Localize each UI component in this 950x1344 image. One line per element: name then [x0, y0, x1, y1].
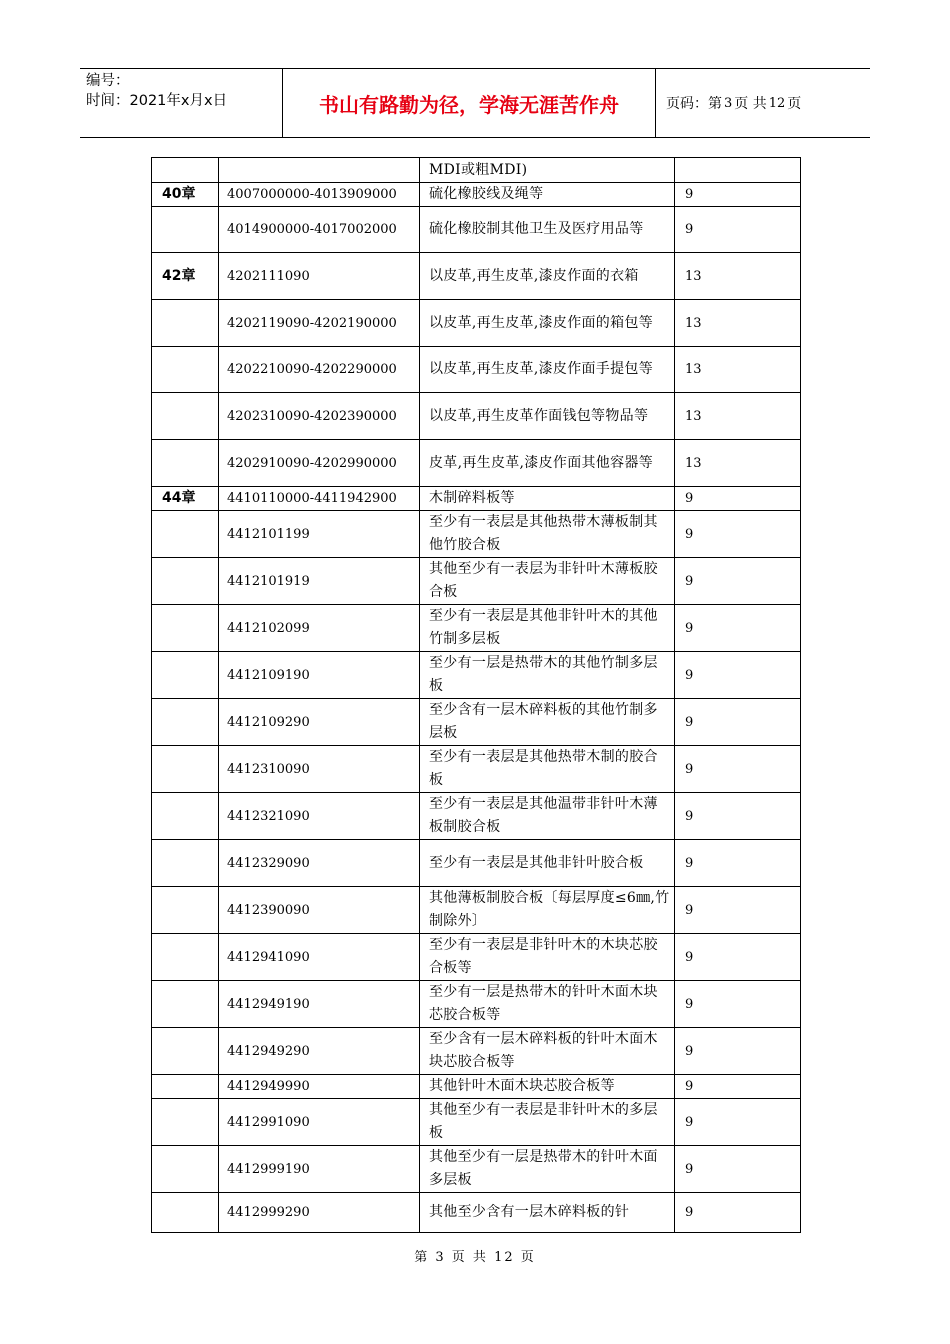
rate-cell: 9: [675, 652, 801, 699]
code-cell: [219, 158, 420, 183]
code-cell: 4202310090-4202390000: [219, 393, 420, 440]
description-cell: 硫化橡胶线及绳等: [420, 183, 675, 207]
description-cell: 至少含有一层木碎料板的其他竹制多层板: [420, 699, 675, 746]
table-row: [152, 934, 801, 981]
table-row: [152, 207, 801, 253]
code-cell: 4412390090: [219, 887, 420, 934]
page-header: [80, 68, 870, 138]
rate-cell: [675, 158, 801, 183]
table-row: [152, 183, 801, 207]
chapter-cell: [152, 699, 219, 746]
code-cell: 4412991090: [219, 1099, 420, 1146]
rate-cell: 9: [675, 511, 801, 558]
rate-cell: 9: [675, 934, 801, 981]
chapter-cell: [152, 746, 219, 793]
table-row: [152, 605, 801, 652]
code-cell: 4412999290: [219, 1193, 420, 1233]
code-cell: 4202910090-4202990000: [219, 440, 420, 487]
page-footer: [0, 1246, 950, 1265]
description-cell: 以皮革,再生皮革,漆皮作面手提包等: [420, 347, 675, 393]
rate-cell: 9: [675, 1028, 801, 1075]
chapter-cell: [152, 1075, 219, 1099]
description-cell: 硫化橡胶制其他卫生及医疗用品等: [420, 207, 675, 253]
rate-cell: 9: [675, 1075, 801, 1099]
description-cell: 至少有一表层是非针叶木的木块芯胶合板等: [420, 934, 675, 981]
rate-cell: 9: [675, 183, 801, 207]
code-cell: 4412329090: [219, 840, 420, 887]
table-row: [152, 1193, 801, 1233]
code-cell: 4014900000-4017002000: [219, 207, 420, 253]
rate-cell: 9: [675, 981, 801, 1028]
chapter-cell: [152, 511, 219, 558]
description-cell: 至少有一表层是其他非针叶木的其他竹制多层板: [420, 605, 675, 652]
table-row: [152, 793, 801, 840]
description-cell: 皮革,再生皮革,漆皮作面其他容器等: [420, 440, 675, 487]
chapter-cell: [152, 158, 219, 183]
rate-cell: 9: [675, 1099, 801, 1146]
code-cell: 4412321090: [219, 793, 420, 840]
code-cell: 4202111090: [219, 253, 420, 300]
footer-current: 3: [435, 1250, 446, 1265]
code-cell: 4412109190: [219, 652, 420, 699]
table-row: [152, 253, 801, 300]
rate-cell: 9: [675, 605, 801, 652]
code-cell: 4412949190: [219, 981, 420, 1028]
page-label-suffix: 页: [787, 96, 802, 112]
description-cell: 木制碎料板等: [420, 487, 675, 511]
description-cell: 其他至少含有一层木碎料板的针: [420, 1193, 675, 1233]
header-info: [80, 69, 282, 137]
rate-cell: 13: [675, 253, 801, 300]
code-cell: 4412941090: [219, 934, 420, 981]
table-row: [152, 558, 801, 605]
code-cell: 4412101199: [219, 511, 420, 558]
chapter-cell: [152, 793, 219, 840]
chapter-cell: [152, 1146, 219, 1193]
chapter-cell: 40章: [152, 183, 219, 207]
description-cell: 以皮革,再生皮革,漆皮作面的箱包等: [420, 300, 675, 347]
description-cell: 其他至少有一表层是非针叶木的多层板: [420, 1099, 675, 1146]
table-row: [152, 981, 801, 1028]
table-row: [152, 1099, 801, 1146]
page-label-prefix: 页码：第: [666, 96, 722, 112]
chapter-cell: [152, 207, 219, 253]
description-cell: 至少有一层是热带木的其他竹制多层板: [420, 652, 675, 699]
table-row: [152, 746, 801, 793]
footer-middle: 页 共: [451, 1250, 488, 1265]
chapter-cell: [152, 393, 219, 440]
code-cell: 4412101919: [219, 558, 420, 605]
footer-prefix: 第: [414, 1250, 430, 1265]
code-cell: 4007000000-4013909000: [219, 183, 420, 207]
time-line: [86, 91, 276, 111]
code-cell: 4202210090-4202290000: [219, 347, 420, 393]
description-cell: 以皮革,再生皮革作面钱包等物品等: [420, 393, 675, 440]
number-label: 编号：: [86, 73, 130, 89]
rate-cell: 9: [675, 558, 801, 605]
table-row: [152, 1146, 801, 1193]
page-label-middle: 页 共: [734, 96, 767, 112]
rate-cell: 13: [675, 300, 801, 347]
chapter-cell: 42章: [152, 253, 219, 300]
motto: 书山有路勤为径，学海无涯苦作舟: [282, 69, 656, 137]
time-label: 时间：: [86, 93, 130, 109]
chapter-cell: [152, 981, 219, 1028]
table-row: [152, 487, 801, 511]
description-cell: 至少有一表层是其他热带木制的胶合板: [420, 746, 675, 793]
chapter-cell: [152, 1028, 219, 1075]
rate-cell: 9: [675, 1193, 801, 1233]
page-total: 12: [768, 95, 786, 111]
chapter-cell: [152, 347, 219, 393]
rate-cell: 13: [675, 393, 801, 440]
time-value: 2021年x月x日: [129, 93, 228, 109]
footer-total: 12: [494, 1250, 515, 1265]
rate-cell: 9: [675, 207, 801, 253]
chapter-cell: [152, 840, 219, 887]
chapter-cell: [152, 1193, 219, 1233]
code-cell: 4412949290: [219, 1028, 420, 1075]
description-cell: 其他针叶木面木块芯胶合板等: [420, 1075, 675, 1099]
chapter-cell: [152, 934, 219, 981]
tariff-table-body: [152, 158, 801, 1233]
rate-cell: 13: [675, 440, 801, 487]
rate-cell: 9: [675, 699, 801, 746]
rate-cell: 9: [675, 1146, 801, 1193]
code-cell: 4412102099: [219, 605, 420, 652]
description-cell: 其他至少有一表层为非针叶木薄板胶合板: [420, 558, 675, 605]
table-row: [152, 300, 801, 347]
chapter-cell: [152, 652, 219, 699]
code-cell: 4412310090: [219, 746, 420, 793]
tariff-table: [151, 157, 801, 1233]
chapter-cell: [152, 558, 219, 605]
description-cell: 其他至少有一层是热带木的针叶木面多层板: [420, 1146, 675, 1193]
table-row: [152, 158, 801, 183]
chapter-cell: [152, 300, 219, 347]
code-cell: 4410110000-4411942900: [219, 487, 420, 511]
table-row: [152, 347, 801, 393]
page-current: 3: [724, 95, 733, 111]
code-cell: 4202119090-4202190000: [219, 300, 420, 347]
chapter-cell: [152, 1099, 219, 1146]
chapter-cell: 44章: [152, 487, 219, 511]
table-row: [152, 393, 801, 440]
description-cell: 以皮革,再生皮革,漆皮作面的衣箱: [420, 253, 675, 300]
rate-cell: 9: [675, 887, 801, 934]
table-row: [152, 699, 801, 746]
table-row: [152, 1075, 801, 1099]
rate-cell: 9: [675, 840, 801, 887]
description-cell: 至少有一表层是其他热带木薄板制其他竹胶合板: [420, 511, 675, 558]
description-cell: 至少有一表层是其他温带非针叶木薄板制胶合板: [420, 793, 675, 840]
table-row: [152, 1028, 801, 1075]
code-cell: 4412949990: [219, 1075, 420, 1099]
table-row: [152, 652, 801, 699]
rate-cell: 9: [675, 793, 801, 840]
description-cell: MDI或粗MDI): [420, 158, 675, 183]
table-row: [152, 511, 801, 558]
chapter-cell: [152, 887, 219, 934]
rate-cell: 13: [675, 347, 801, 393]
description-cell: 至少有一表层是其他非针叶胶合板: [420, 840, 675, 887]
rate-cell: 9: [675, 746, 801, 793]
table-row: [152, 440, 801, 487]
page-indicator: [656, 69, 870, 137]
table-row: [152, 840, 801, 887]
footer-suffix: 页: [520, 1250, 536, 1265]
rate-cell: 9: [675, 487, 801, 511]
code-cell: 4412999190: [219, 1146, 420, 1193]
description-cell: 其他薄板制胶合板〔每层厚度≤6㎜,竹制除外〕: [420, 887, 675, 934]
code-cell: 4412109290: [219, 699, 420, 746]
description-cell: 至少含有一层木碎料板的针叶木面木块芯胶合板等: [420, 1028, 675, 1075]
chapter-cell: [152, 605, 219, 652]
description-cell: 至少有一层是热带木的针叶木面木块芯胶合板等: [420, 981, 675, 1028]
chapter-cell: [152, 440, 219, 487]
table-row: [152, 887, 801, 934]
